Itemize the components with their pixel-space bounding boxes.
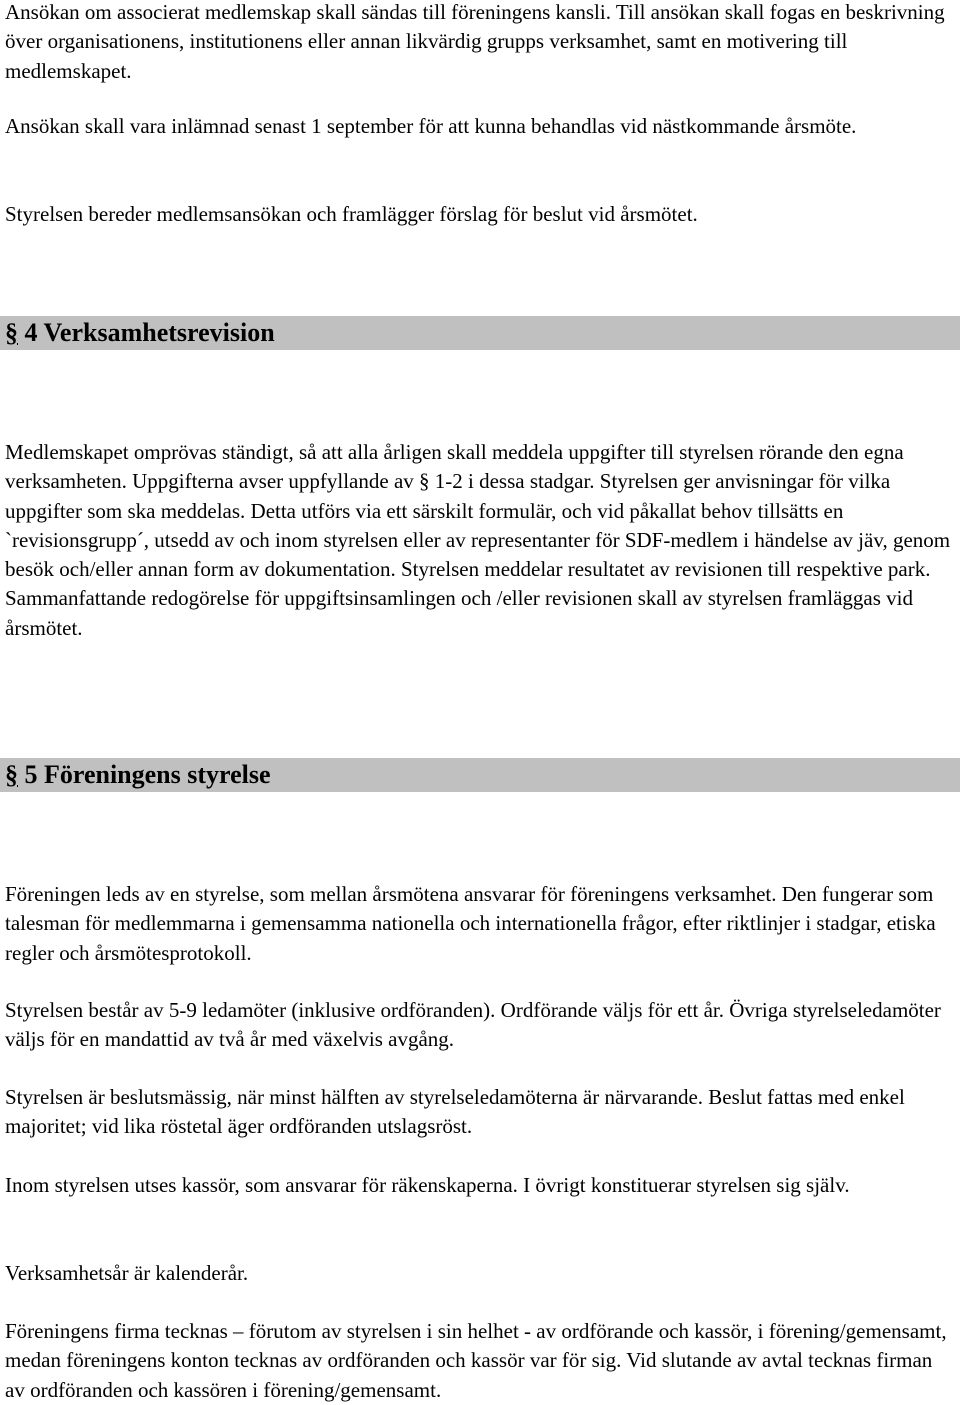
section-5-paragraph-3-block (0, 1083, 960, 1142)
section-4-heading (5, 318, 275, 348)
intro-paragraph-2: Ansökan skall vara inlämnad senast 1 september för att kunna behandlas vid nästkommande årsmöte. (5, 114, 857, 138)
section-5-heading (5, 760, 271, 790)
section-4-symbol: § (5, 318, 18, 347)
section-5-title: 5 Föreningens styrelse (18, 760, 271, 789)
section-4-body-block (0, 438, 960, 643)
section-5-heading-bar (0, 758, 960, 792)
section-5-paragraph-5: Verksamhetsår är kalenderår. (5, 1261, 249, 1285)
section-5-paragraph-2: Styrelsen består av 5-9 ledamöter (inklusive ordföranden). Ordförande väljs för ett år. Övriga styrelseledamöter väljs för en mandattid av två år med växelvis avgång. (5, 998, 941, 1052)
section-5-symbol: § (5, 760, 18, 789)
section-5-paragraph-6-block (0, 1317, 960, 1405)
section-5-paragraph-4: Inom styrelsen utses kassör, som ansvarar för räkenskaperna. I övrigt konstituerar styrelsen sig själv. (5, 1173, 850, 1197)
intro-paragraph-3-block (0, 200, 960, 229)
intro-paragraph-1-block (0, 0, 960, 86)
section-5-paragraph-3: Styrelsen är beslutsmässig, när minst hälften av styrelseledamöterna är närvarande. Beslut fattas med enkel majoritet; vid lika röstetal äger ordföranden utslagsröst. (5, 1085, 905, 1139)
section-4-body: Medlemskapet omprövas ständigt, så att alla årligen skall meddela uppgifter till styrelsen rörande den egna verksamheten. Uppgifterna avser uppfyllande av § 1-2 i dessa stadgar. Styrelsen ger anvisningar för vilka uppgifter som ska meddelas. Detta utförs via ett särskilt formulär, och vid påkallat behov tillsätts en `revisionsgrupp´, utsedd av och inom styrelsen eller av representanter för SDF-medlem i händelse av jäv, genom besök och/eller annan form av dokumentation. Styrelsen meddelar resultatet av revisionen till respektive park. Sammanfattande redogörelse för uppgiftsinsamlingen och /eller revisionen skall av styrelsen framläggas vid årsmötet. (5, 440, 951, 640)
section-5-paragraph-1-block (0, 880, 960, 968)
section-4-title: 4 Verksamhetsrevision (18, 318, 275, 347)
intro-paragraph-3: Styrelsen bereder medlemsansökan och framlägger förslag för beslut vid årsmötet. (5, 202, 698, 226)
intro-paragraph-1: Ansökan om associerat medlemskap skall sändas till föreningens kansli. Till ansökan skall fogas en beskrivning över organisationens, institutionens eller annan likvärdig grupps verksamhet, samt en motivering till medlemskapet. (5, 0, 945, 83)
section-5-paragraph-2-block (0, 996, 960, 1055)
section-4-heading-bar (0, 316, 960, 350)
section-5-paragraph-5-block (0, 1259, 960, 1288)
section-5-paragraph-1: Föreningen leds av en styrelse, som mellan årsmötena ansvarar för föreningens verksamhet. Den fungerar som talesman för medlemmarna i gemensamma nationella och internationella frågor, efter riktlinjer i stadgar, etiska regler och årsmötesprotokoll. (5, 882, 936, 965)
section-5-paragraph-4-block (0, 1171, 960, 1200)
intro-paragraph-2-block (0, 112, 960, 141)
section-5-paragraph-6: Föreningens firma tecknas – förutom av styrelsen i sin helhet - av ordförande och kassör, i förening/gemensamt, medan föreningens konton tecknas av ordföranden och kassör var för sig. Vid slutande av avtal tecknas firman av ordföranden och kassören i förening/gemensamt. (5, 1319, 947, 1402)
